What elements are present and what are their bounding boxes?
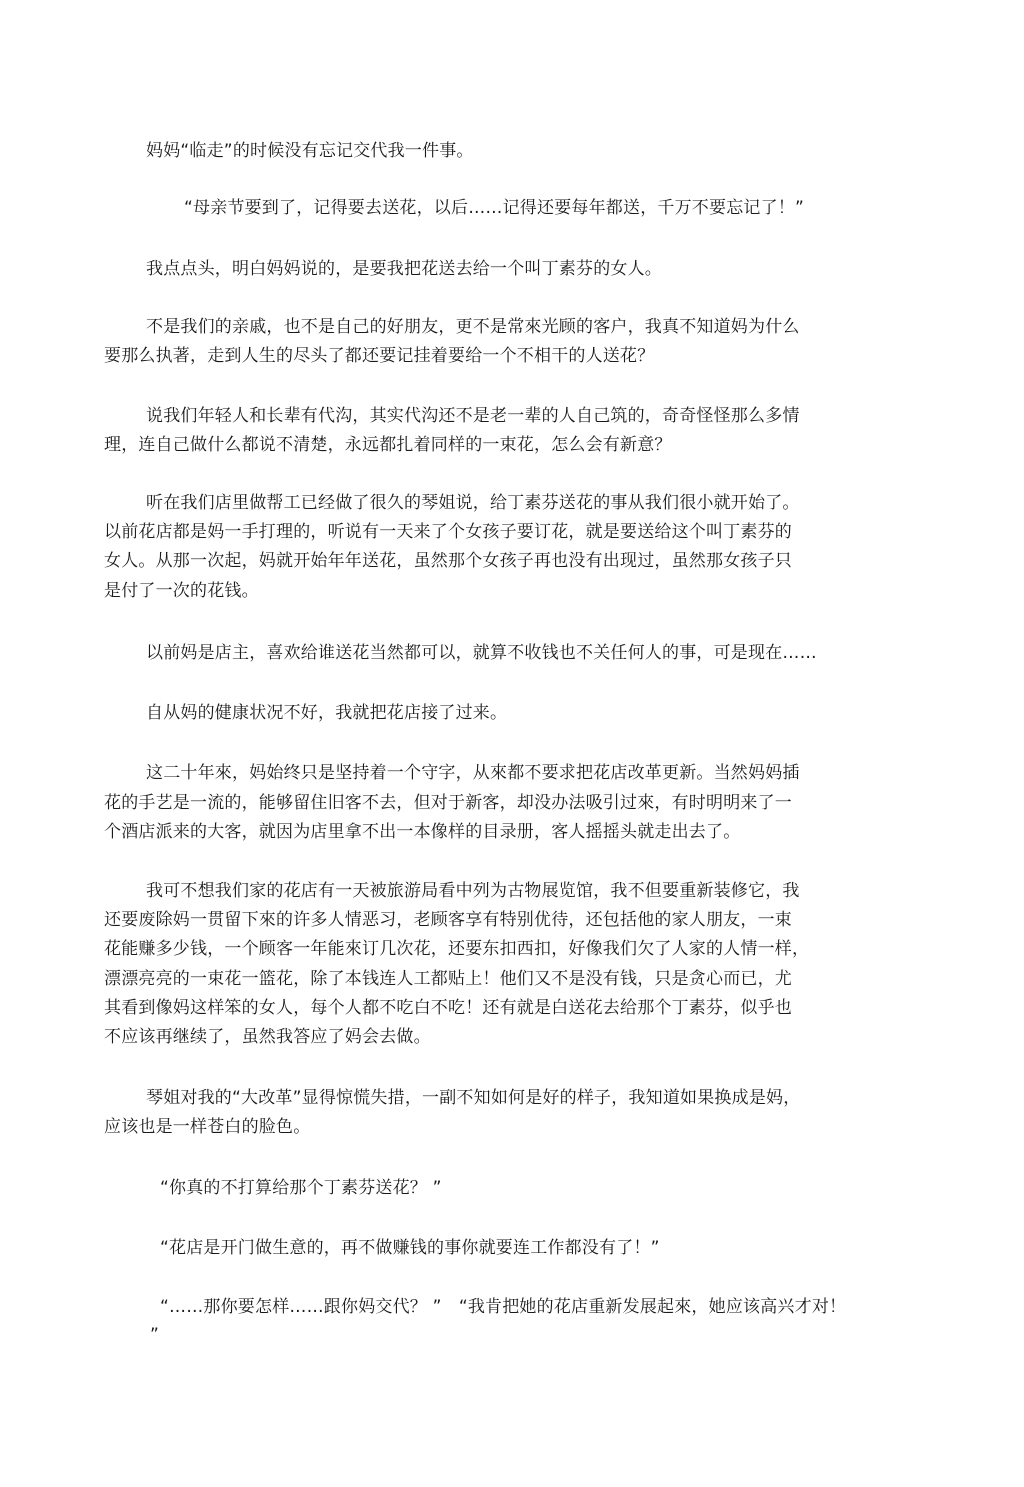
- text-line: 说我们年轻人和长辈有代沟，其实代沟还不是老一辈的人自己筑的，奇奇怪怪那么多情: [146, 406, 800, 426]
- text-line: 不是我们的亲戚，也不是自己的好朋友，更不是常來光顾的客户，我真不知道妈为什么: [146, 317, 800, 337]
- text-line: 花的手艺是一流的，能够留住旧客不去，但对于新客，却没办法吸引过來，有时明明来了一: [104, 793, 792, 813]
- text-line: “你真的不打算给那个丁素芬送花？ ”: [160, 1178, 442, 1198]
- text-line: 我可不想我们家的花店有一天被旅游局看中列为古物展览馆，我不但要重新装修它，我: [146, 881, 800, 901]
- text-line: 应该也是一样苍白的脸色。: [104, 1117, 311, 1137]
- text-line: 琴姐对我的“大改革”显得惊慌失措，一副不知如何是好的样子，我知道如果换成是妈，: [146, 1088, 801, 1108]
- text-line: “母亲节要到了，记得要去送花，以后……记得还要每年都送，千万不要忘记了！”: [184, 198, 805, 218]
- text-line: 花能赚多少钱，一个顾客一年能來订几次花，还要东扣西扣，好像我们欠了人家的人情一样，: [104, 939, 810, 959]
- text-line: 理，连自己做什么都说不清楚，永远都扎着同样的一束花，怎么会有新意？: [104, 435, 672, 455]
- text-line: 其看到像妈这样笨的女人，每个人都不吃白不吃！还有就是白送花去给那个丁素芬，似乎也: [104, 998, 792, 1018]
- text-line: 漂漂亮亮的一束花一篮花，除了本钱连人工都贴上！他们又不是没有钱，只是贪心而已，尤: [104, 969, 792, 989]
- text-line: “花店是开门做生意的，再不做赚钱的事你就要连工作都没有了！”: [160, 1238, 660, 1258]
- text-line: 妈妈“临走”的时候没有忘记交代我一件事。: [146, 141, 474, 161]
- text-line: 自从妈的健康状况不好，我就把花店接了过来。: [146, 703, 508, 723]
- text-line: 听在我们店里做帮工已经做了很久的琴姐说，给丁素芬送花的事从我们很小就开始了。: [146, 493, 800, 513]
- text-line: 不应该再继续了，虽然我答应了妈会去做。: [104, 1027, 431, 1047]
- text-line: 是付了一次的花钱。: [104, 581, 259, 601]
- text-line: 这二十年來，妈始终只是坚持着一个守字，从來都不要求把花店改革更新。当然妈妈插: [146, 763, 800, 783]
- text-line: 要那么执著，走到人生的尽头了都还要记挂着要给一个不相干的人送花？: [104, 346, 655, 366]
- text-line: 以前花店都是妈一手打理的，听说有一天来了个女孩子要订花，就是要送给这个叫丁素芬的: [104, 522, 792, 542]
- text-line: “……那你要怎样……跟你妈交代？ ” “我肯把她的花店重新发展起來，她应该高兴才对！: [160, 1297, 847, 1317]
- text-line: ”: [150, 1325, 160, 1345]
- text-line: 我点点头，明白妈妈说的，是要我把花送去给一个叫丁素芬的女人。: [146, 259, 662, 279]
- text-line: 个酒店派来的大客，就因为店里拿不出一本像样的目录册，客人摇摇头就走出去了。: [104, 822, 741, 842]
- text-line: 还要废除妈一贯留下來的许多人情恶习，老顾客享有特别优待，还包括他的家人朋友，一束: [104, 910, 792, 930]
- text-line: 以前妈是店主，喜欢给谁送花当然都可以，就算不收钱也不关任何人的事，可是现在……: [146, 643, 817, 663]
- text-line: 女人。从那一次起，妈就开始年年送花，虽然那个女孩子再也没有出现过，虽然那女孩子只: [104, 551, 792, 571]
